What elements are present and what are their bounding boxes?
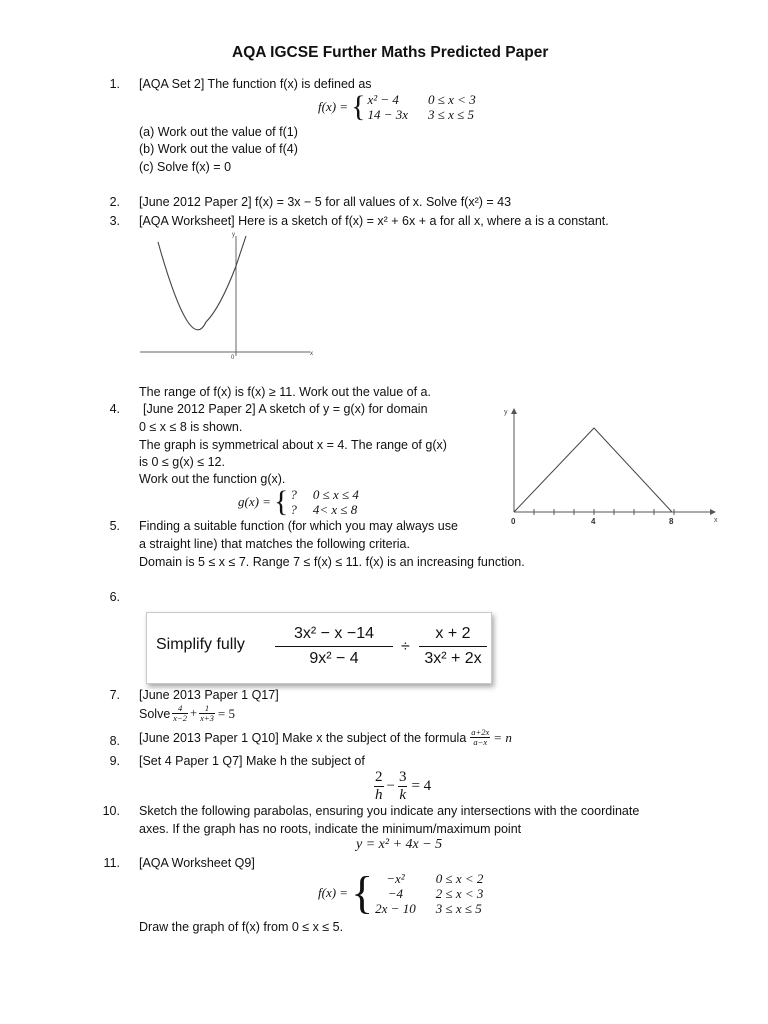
question-text: [June 2013 Paper 1 Q10] Make x the subject of the formula $\frac{a+2x}{a-x}$ = n xyxy=(139,727,512,747)
fraction-1 xyxy=(275,625,393,668)
question-part-b: (b) Work out the value of f(4) xyxy=(139,142,298,156)
tick-label: 0 xyxy=(511,517,516,526)
question-text: [June 2013 Paper 1 Q17] xyxy=(139,688,279,702)
tick-label: 4 xyxy=(591,517,596,526)
fraction-1-numerator: 3x² − x −14 xyxy=(275,625,393,647)
tick-label: 8 xyxy=(669,517,674,526)
fraction: $\frac{1}{x+3}$ xyxy=(200,703,214,723)
piecewise-function: f(x) = { −x² 0 ≤ x < 2 −4 2 ≤ x < 3 2x − 10 3 ≤ x ≤ 5 xyxy=(318,870,489,916)
equation: y = x² + 4x − 5 xyxy=(356,837,443,852)
question-text: The graph is symmetrical about x = 4. The range of g(x) xyxy=(139,438,447,452)
origin-label: 0 xyxy=(231,355,235,361)
y-axis-label: y xyxy=(232,232,235,238)
question-text: Sketch the following parabolas, ensuring you indicate any intersections with the coordinate xyxy=(139,804,640,818)
solve-label: Solve xyxy=(139,706,171,721)
triangle-graph xyxy=(496,400,726,530)
x-axis-label: x xyxy=(310,351,313,357)
parabola-curve xyxy=(158,236,246,330)
x-axis-arrow xyxy=(710,509,716,515)
fraction: $\frac{a+2x}{a-x}$ xyxy=(471,727,490,747)
page-title: AQA IGCSE Further Maths Predicted Paper xyxy=(232,44,549,61)
triangle-line xyxy=(514,428,672,512)
question-text: [AQA Worksheet] Here is a sketch of f(x) = x² + 6x + a for all x, where a is a constant. xyxy=(139,214,609,228)
question-text: Domain is 5 ≤ x ≤ 7. Range 7 ≤ f(x) ≤ 11. f(x) is an increasing function. xyxy=(139,555,525,569)
question-number: 3. xyxy=(109,214,120,228)
question-text: Work out the function g(x). xyxy=(139,472,286,486)
simplify-label: Simplify fully xyxy=(156,636,245,653)
y-axis-label: y xyxy=(504,409,508,416)
function-lhs: f(x) = xyxy=(318,99,349,114)
question-text: [Set 4 Paper 1 Q7] Make h the subject of xyxy=(139,754,365,768)
question-number: 6. xyxy=(109,590,120,604)
question-text: [June 2012 Paper 2] A sketch of y = g(x) for domain xyxy=(143,402,428,416)
question-text: [AQA Worksheet Q9] xyxy=(139,856,255,870)
question-text: axes. If the graph has no roots, indicate the minimum/maximum point xyxy=(139,822,522,836)
question-text: [AQA Set 2] The function f(x) is defined as xyxy=(139,77,372,91)
piecewise-cases: −x² 0 ≤ x < 2 −4 2 ≤ x < 3 2x − 10 3 ≤ x ≤ 5 xyxy=(375,870,484,916)
piecewise-cases: ? 0 ≤ x ≤ 4 ? 4< x ≤ 8 xyxy=(290,487,359,517)
piecewise-function: f(x) = { x² − 4 0 ≤ x < 3 14 − 3x 3 ≤ x ≤ 5 xyxy=(318,92,482,122)
question-text: Draw the graph of f(x) from 0 ≤ x ≤ 5. xyxy=(139,920,344,934)
question-text: 0 ≤ x ≤ 8 is shown. xyxy=(139,420,243,434)
equation: Solve $\frac{4}{x-2}$ + $\frac{1}{x+3}$ = 5 xyxy=(139,703,235,723)
function-lhs: f(x) = xyxy=(318,885,349,900)
question-number: 1. xyxy=(109,77,120,91)
question-number: 9. xyxy=(109,754,120,768)
fraction-2-denominator: 3x² + 2x xyxy=(424,650,482,667)
question-text: The range of f(x) is f(x) ≥ 11. Work out the value of a. xyxy=(139,385,431,399)
question-part-a: (a) Work out the value of f(1) xyxy=(139,125,298,139)
question-text: [June 2012 Paper 2] f(x) = 3x − 5 for all values of x. Solve f(x²) = 43 xyxy=(139,195,512,209)
question-text: Finding a suitable function (for which you may always use xyxy=(139,519,458,533)
y-axis-arrow xyxy=(511,408,517,414)
fraction-1-denominator: 9x² − 4 xyxy=(309,650,359,667)
divide-sign: ÷ xyxy=(401,638,410,655)
fraction: $\frac{4}{x-2}$ xyxy=(173,703,188,723)
question-number: 11. xyxy=(103,856,120,870)
piecewise-cases: x² − 4 0 ≤ x < 3 14 − 3x 3 ≤ x ≤ 5 xyxy=(367,92,476,122)
function-lhs: g(x) = xyxy=(238,494,271,509)
fraction-2 xyxy=(419,625,487,668)
question-text: a straight line) that matches the following criteria. xyxy=(139,537,410,551)
fraction: $\frac{3}{k}$ xyxy=(398,769,407,803)
question-number: 5. xyxy=(109,519,120,533)
question-text: is 0 ≤ g(x) ≤ 12. xyxy=(139,455,225,469)
question-number: 2. xyxy=(109,195,120,209)
equation: $\frac{2}{h}$ − $\frac{3}{k}$ = 4 xyxy=(375,769,432,803)
question-number: 8. xyxy=(109,734,120,748)
parabola-sketch xyxy=(138,228,318,368)
fraction: $\frac{2}{h}$ xyxy=(375,769,383,803)
piecewise-function: g(x) = { ? 0 ≤ x ≤ 4 ? 4< x ≤ 8 xyxy=(238,487,365,517)
question-number: 4. xyxy=(109,402,120,416)
question-number: 10. xyxy=(102,804,120,818)
question-number: 7. xyxy=(109,688,120,702)
fraction-2-numerator: x + 2 xyxy=(419,625,487,647)
x-axis-label: x xyxy=(714,517,718,524)
simplify-image-box xyxy=(146,612,492,684)
question-part-c: (c) Solve f(x) = 0 xyxy=(139,160,232,174)
